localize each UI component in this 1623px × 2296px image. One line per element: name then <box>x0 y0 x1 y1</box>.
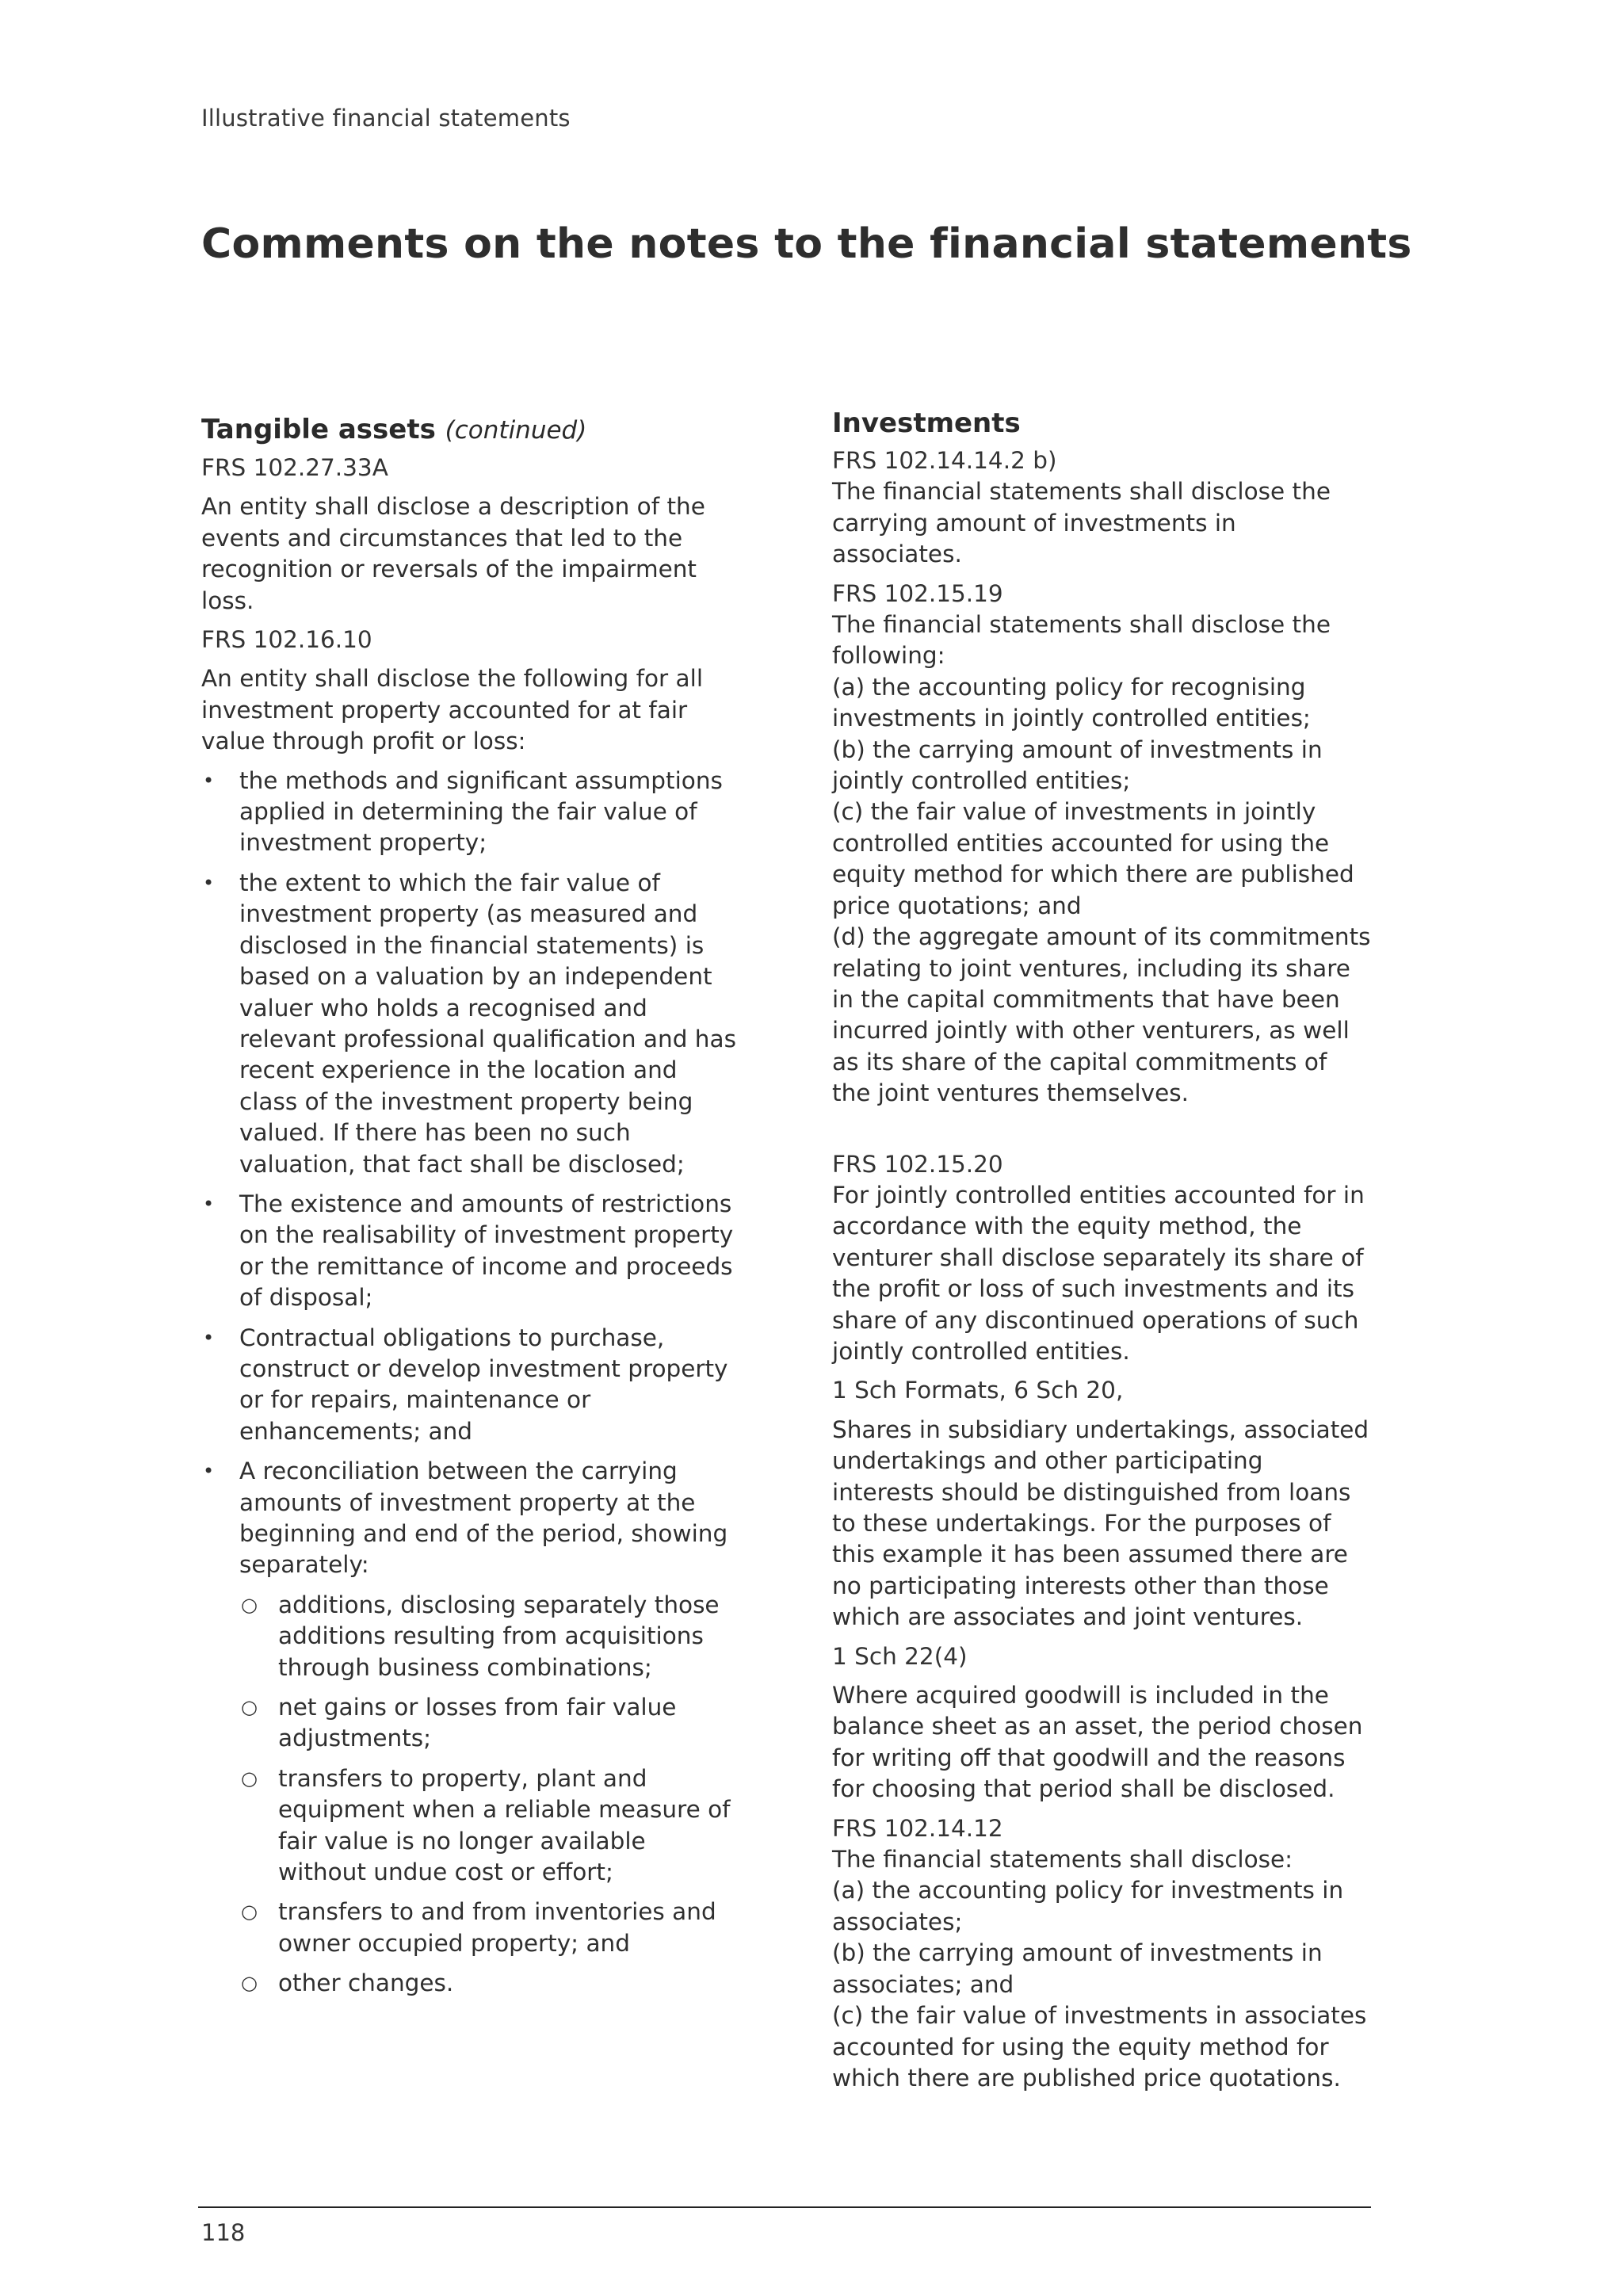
bullet-icon: • <box>203 1192 215 1215</box>
running-header: Illustrative financial statements <box>201 105 571 132</box>
bullet-list <box>201 766 740 2000</box>
paragraph-line: (a) the accounting policy for recognising investments in jointly controlled entities; <box>832 673 1311 732</box>
right-column <box>832 406 1371 2102</box>
sub-list-item <box>239 1763 740 1889</box>
paragraph-line: (d) the aggregate amount of its commitments relating to joint ventures, including its share in the capital commitments that have been incurred jointly with other venturers, as well as its share of the capital commitments of the joint ventures themselves. <box>832 923 1371 1107</box>
bullet-icon: • <box>203 1326 215 1349</box>
list-item <box>201 766 740 859</box>
paragraph-line: (c) the fair value of investments in associates accounted for using the equity method for which there are published price quotations. <box>832 2002 1367 2092</box>
paragraph-line: (b) the carrying amount of investments in jointly controlled entities; <box>832 735 1323 795</box>
list-item <box>201 1323 740 1448</box>
reference-frs-14-12: FRS 102.14.12 <box>832 1814 1003 1842</box>
reference-sch-22-4: 1 Sch 22(4) <box>832 1642 968 1670</box>
sub-list-item <box>239 1590 740 1683</box>
paragraph-line: The financial statements shall disclose: <box>832 1846 1293 1874</box>
section-heading-investments: Investments <box>832 407 1021 439</box>
sub-list-item <box>239 1968 740 1999</box>
reference-frs-15-19: FRS 102.15.19 <box>832 579 1003 607</box>
sub-list-item-text: net gains or losses from fair value adjustments; <box>278 1694 677 1752</box>
list-item-text: A reconciliation between the carrying amounts of investment property at the beginning and end of the period, showing separately: <box>239 1457 728 1579</box>
reference-sch-formats: 1 Sch Formats, 6 Sch 20, <box>832 1377 1124 1404</box>
bullet-icon: • <box>203 769 215 792</box>
list-item-text: the extent to which the fair value of investment property (as measured and disclosed in the financial statements) is based on a valuation by an independent valuer who holds a recognised and relevant professional qualification and has recent experience in the location and class of the investment property being valued. If there has been no such valuation, that fact shall be disclosed; <box>239 869 736 1178</box>
reference-frs-27-33a: FRS 102.27.33A <box>201 454 388 481</box>
paragraph-equity-method: For jointly controlled entities accounted for in accordance with the equity method, the venturer shall disclose separately its share of the profit or loss of such investments and its share of any discontinued operations of such jointly controlled entities. <box>832 1181 1365 1365</box>
paragraph-line: (b) the carrying amount of investments in associates; and <box>832 1939 1323 1998</box>
bullet-icon: • <box>203 871 215 894</box>
sub-list-item-text: transfers to property, plant and equipment when a reliable measure of fair value is no longer available without undue cost or effort; <box>278 1764 731 1886</box>
sub-bullet-list <box>239 1590 740 2000</box>
section-heading-continued: (continued) <box>445 416 587 445</box>
left-column <box>201 412 740 2008</box>
reference-frs-14-14-2: FRS 102.14.14.2 b) <box>832 447 1057 474</box>
paragraph-line: (c) the fair value of investments in jointly controlled entities accounted for using the equity method for which there are published price quotations; and <box>832 798 1354 919</box>
sub-list-item <box>239 1692 740 1755</box>
sub-list-item-text: other changes. <box>278 1969 454 1997</box>
sub-list-item-text: additions, disclosing separately those additions resulting from acquisitions through business combinations; <box>278 1591 720 1681</box>
circle-bullet-icon: ○ <box>241 1972 258 1995</box>
list-item <box>201 868 740 1180</box>
page-title: Comments on the notes to the financial statements <box>201 220 1412 268</box>
section-heading-text: Tangible assets <box>201 414 436 445</box>
list-item <box>201 1189 740 1314</box>
paragraph-associates-disclosures <box>832 1844 1371 2094</box>
sub-list-item <box>239 1897 740 1959</box>
section-heading-tangible-assets <box>201 412 740 448</box>
circle-bullet-icon: ○ <box>241 1593 258 1616</box>
circle-bullet-icon: ○ <box>241 1767 258 1790</box>
footer-divider <box>198 2206 1371 2208</box>
page-number: 118 <box>201 2219 246 2246</box>
list-item-text: the methods and significant assumptions applied in determining the fair value of investment property; <box>239 766 723 857</box>
list-item-text: The existence and amounts of restrictions on the realisability of investment property or the remittance of income and proceeds of disposal; <box>239 1190 734 1312</box>
circle-bullet-icon: ○ <box>241 1901 258 1924</box>
paragraph-jointly-controlled-disclosures <box>832 609 1371 1110</box>
paragraph-associates-carrying-amount: The financial statements shall disclose the carrying amount of investments in associates. <box>832 478 1331 568</box>
list-item <box>201 1456 740 2000</box>
sub-list-item-text: transfers to and from inventories and owner occupied property; and <box>278 1898 716 1957</box>
paragraph-line: The financial statements shall disclose the following: <box>832 611 1331 670</box>
list-item-text: Contractual obligations to purchase, construct or develop investment property or for repairs, maintenance or enhancements; and <box>239 1324 728 1445</box>
paragraph-line: (a) the accounting policy for investments in associates; <box>832 1877 1344 1935</box>
reference-frs-16-10: FRS 102.16.10 <box>201 626 372 654</box>
circle-bullet-icon: ○ <box>241 1696 258 1719</box>
paragraph-goodwill: Where acquired goodwill is included in the balance sheet as an asset, the period chosen for writing off that goodwill and the reasons for choosing that period shall be disclosed. <box>832 1682 1363 1803</box>
bullet-icon: • <box>203 1460 215 1483</box>
paragraph-subsidiary-shares: Shares in subsidiary undertakings, associated undertakings and other participating interests should be distinguished from loans to these undertakings. For the purposes of this example it has been assumed there are no participating interests other than those which are associates and joint ventures. <box>832 1415 1369 1631</box>
reference-frs-15-20: FRS 102.15.20 <box>832 1150 1003 1178</box>
paragraph-impairment: An entity shall disclose a description of the events and circumstances that led to the recognition or reversals of the impairment loss. <box>201 493 705 614</box>
paragraph-investment-property: An entity shall disclose the following for all investment property accounted for at fair value through profit or loss: <box>201 665 704 755</box>
